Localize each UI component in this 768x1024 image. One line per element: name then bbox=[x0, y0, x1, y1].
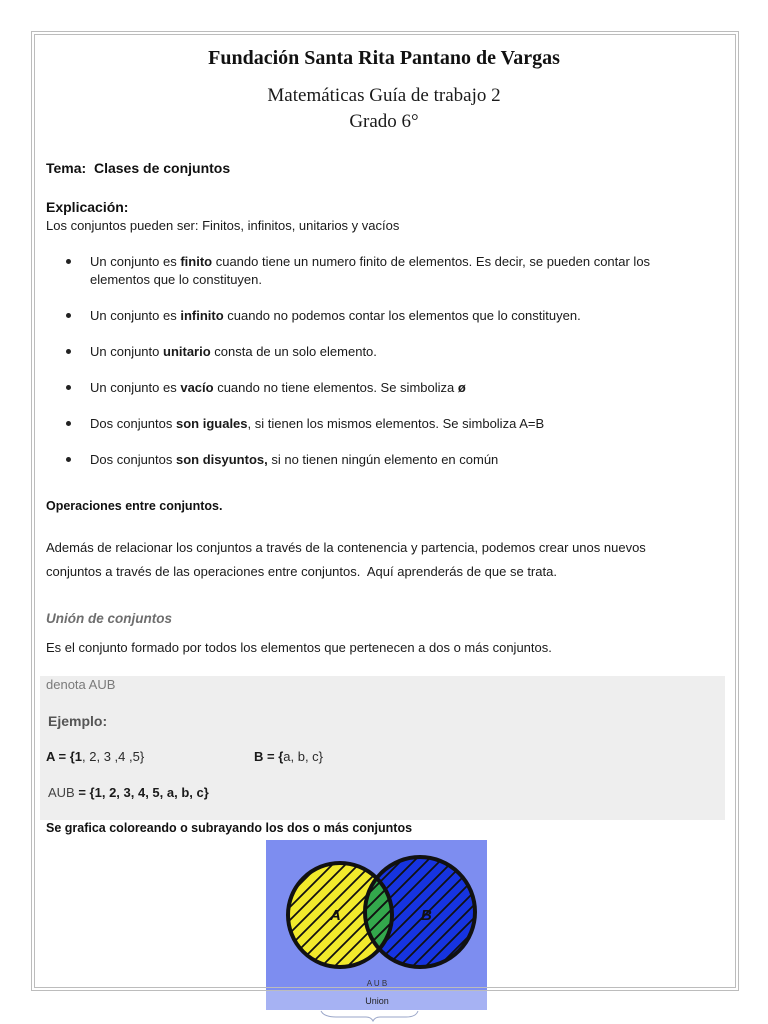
graph-note: Se grafica coloreando o subrayando los dos o más conjuntos bbox=[46, 821, 413, 835]
figure-bracket bbox=[321, 1011, 418, 1021]
bullet-finito bbox=[90, 254, 650, 270]
topic-label: Tema: bbox=[46, 160, 87, 176]
set-b-definition bbox=[254, 749, 323, 765]
bullet-marker bbox=[66, 421, 71, 426]
bullet-text: Un conjunto es bbox=[90, 254, 181, 269]
venn-diagram bbox=[266, 840, 487, 1024]
figure-caption: A U B bbox=[366, 979, 388, 988]
set-a-label: A bbox=[330, 907, 341, 924]
set-b-bold: B = { bbox=[254, 749, 284, 764]
bullet-marker bbox=[66, 349, 71, 354]
bullet-keyword: son disyuntos, bbox=[176, 452, 268, 467]
bullet-text: cuando no podemos contar los elementos que lo constituyen. bbox=[223, 308, 581, 323]
bullet-keyword: vacío bbox=[180, 380, 214, 395]
bullet-keyword: infinito bbox=[180, 308, 224, 323]
explanation-heading: Explicación: bbox=[46, 199, 129, 215]
bullet-keyword: finito bbox=[180, 254, 213, 269]
set-b-rest: a, b, c} bbox=[283, 749, 324, 764]
bullet-marker bbox=[66, 313, 71, 318]
set-a-bold: A = {1 bbox=[46, 749, 83, 764]
union-definition: Es el conjunto formado por todos los elementos que pertenecen a dos o más conjuntos. bbox=[46, 640, 552, 655]
bullet-text: Dos conjuntos bbox=[90, 416, 176, 431]
bullet-disyuntos bbox=[90, 452, 498, 468]
bullet-text: cuando tiene un numero finito de elementos. Es decir, se pueden contar los bbox=[212, 254, 651, 269]
topic-line bbox=[46, 159, 230, 177]
bullet-iguales bbox=[90, 416, 544, 432]
bullet-infinito bbox=[90, 308, 581, 324]
bullet-text: cuando no tiene elementos. Se simboliza bbox=[213, 380, 458, 395]
explanation-intro: Los conjuntos pueden ser: Finitos, infinitos, unitarios y vacíos bbox=[46, 218, 400, 233]
topic-value: Clases de conjuntos bbox=[86, 160, 231, 176]
institution-title: Fundación Santa Rita Pantano de Vargas bbox=[208, 47, 560, 69]
bullet-keyword: son iguales bbox=[176, 416, 248, 431]
union-heading: Unión de conjuntos bbox=[46, 611, 172, 626]
bullet-marker bbox=[66, 457, 71, 462]
union-result bbox=[48, 785, 209, 801]
grade-label: Grado 6° bbox=[349, 111, 419, 132]
bullet-text: , si tienen los mismos elementos. Se simboliza A=B bbox=[247, 416, 545, 431]
bullet-vacio bbox=[90, 380, 466, 396]
bullet-text: si no tienen ningún elemento en común bbox=[267, 452, 499, 467]
operations-paragraph-line2: conjuntos a través de las operaciones entre conjuntos. Aquí aprenderás de que se trata. bbox=[46, 564, 557, 579]
bullet-keyword: unitario bbox=[163, 344, 211, 359]
bullet-marker bbox=[66, 259, 71, 264]
union-notation: denota AUB bbox=[46, 677, 116, 692]
bullet-text: Un conjunto es bbox=[90, 380, 181, 395]
operations-heading: Operaciones entre conjuntos. bbox=[46, 499, 223, 513]
bullet-finito-continuation: elementos que lo constituyen. bbox=[90, 272, 262, 287]
bullet-unitario bbox=[90, 344, 377, 360]
union-result-set: = {1, 2, 3, 4, 5, a, b, c} bbox=[74, 785, 209, 800]
bullet-text: Un conjunto bbox=[90, 344, 163, 359]
figure-title: Union bbox=[365, 996, 389, 1006]
guide-subtitle: Matemáticas Guía de trabajo 2 bbox=[267, 85, 501, 106]
example-heading: Ejemplo: bbox=[48, 713, 108, 729]
set-a-definition bbox=[46, 749, 144, 765]
bullet-text: Un conjunto es bbox=[90, 308, 181, 323]
set-a-rest: , 2, 3 ,4 ,5} bbox=[82, 749, 145, 764]
bullet-marker bbox=[66, 385, 71, 390]
set-b-label: B bbox=[421, 907, 432, 924]
empty-set-symbol: ø bbox=[457, 380, 466, 395]
bullet-text: consta de un solo elemento. bbox=[210, 344, 377, 359]
operations-paragraph-line1: Además de relacionar los conjuntos a través de la contenencia y partencia, podemos crear unos nuevos bbox=[46, 540, 646, 555]
bullet-text: Dos conjuntos bbox=[90, 452, 176, 467]
union-result-label: AUB bbox=[48, 785, 75, 800]
